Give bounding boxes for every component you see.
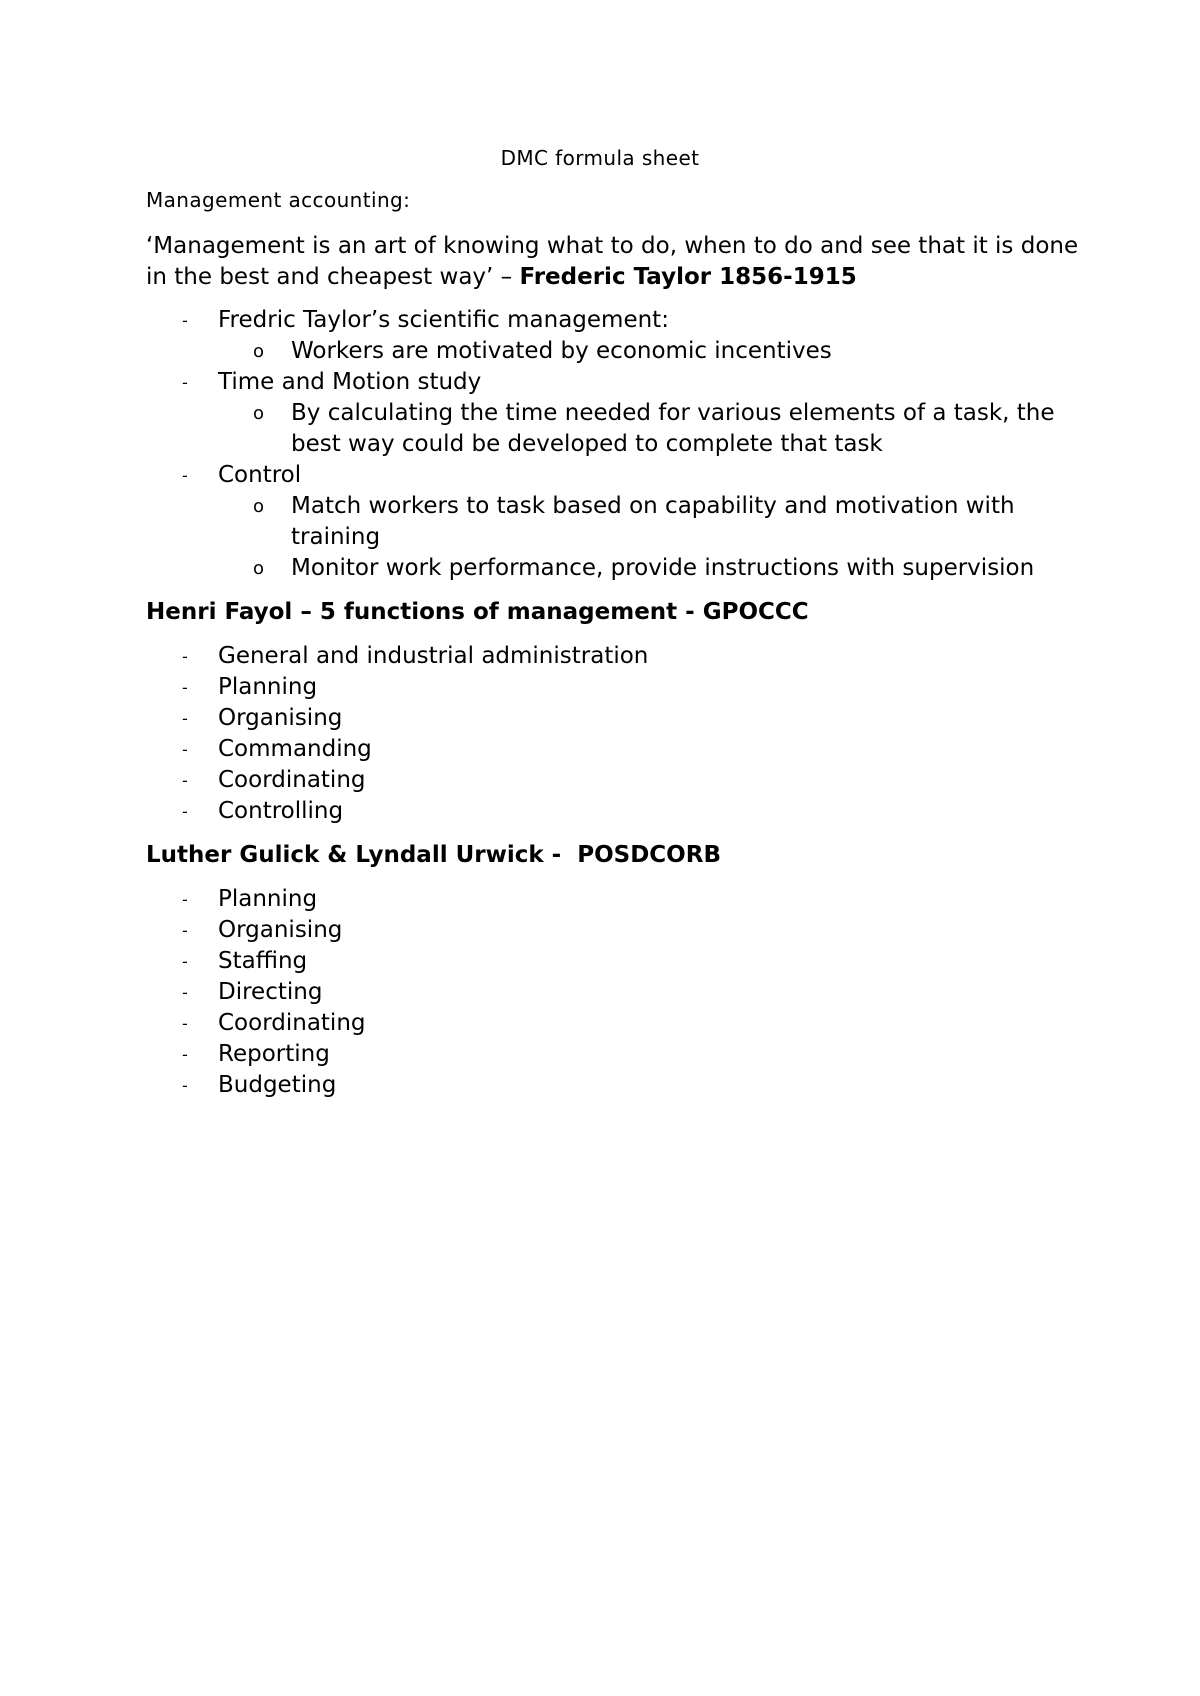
list-item-text: Organising xyxy=(218,705,343,731)
dash-marker: - xyxy=(182,647,188,666)
dash-marker: - xyxy=(182,373,188,392)
list-item-text: Controlling xyxy=(218,798,344,824)
dash-marker: - xyxy=(182,466,188,485)
sub-list-item-text: Match workers to task based on capability and motivation with training xyxy=(291,493,1015,550)
list-item xyxy=(146,641,1086,672)
circle-bullet-marker: o xyxy=(253,403,265,424)
list-item-label: Fredric Taylor’s scientific management: xyxy=(218,307,669,333)
list-item xyxy=(146,672,1086,703)
list-item-label: Control xyxy=(218,462,302,488)
list-item xyxy=(146,915,1086,946)
list-item xyxy=(146,796,1086,827)
dash-marker: - xyxy=(182,1014,188,1033)
list-item xyxy=(146,946,1086,977)
fayol-heading: Henri Fayol – 5 functions of management - GPOCCC xyxy=(146,599,809,625)
list-item xyxy=(146,1008,1086,1039)
list-item-text: Planning xyxy=(218,886,318,912)
quote-text: ‘Management is an art of knowing what to do, when to do and see that it is done in the best and cheapest way’ – xyxy=(146,233,1079,290)
list-item xyxy=(146,734,1086,765)
list-item-text: Budgeting xyxy=(218,1072,337,1098)
list-item xyxy=(146,1070,1086,1101)
dash-marker: - xyxy=(182,709,188,728)
sub-list-item xyxy=(218,553,1086,584)
sub-list xyxy=(218,336,1086,367)
quote-attribution: Frederic Taylor 1856-1915 xyxy=(519,264,857,290)
circle-bullet-marker: o xyxy=(253,558,265,579)
list-item xyxy=(146,305,1086,367)
list-item-text: General and industrial administration xyxy=(218,643,649,669)
dash-marker: - xyxy=(182,678,188,697)
fayol-list xyxy=(146,641,1086,827)
taylor-list xyxy=(146,305,1086,584)
list-item xyxy=(146,460,1086,584)
gulick-urwick-heading: Luther Gulick & Lyndall Urwick - POSDCORB xyxy=(146,842,721,868)
list-item-text: Commanding xyxy=(218,736,372,762)
list-item-text: Planning xyxy=(218,674,318,700)
circle-bullet-marker: o xyxy=(253,496,265,517)
list-item-text: Coordinating xyxy=(218,767,366,793)
document-title: DMC formula sheet xyxy=(500,146,700,170)
list-item-label: Time and Motion study xyxy=(218,369,482,395)
list-item xyxy=(146,765,1086,796)
sub-list-item-text: Workers are motivated by economic incentives xyxy=(291,338,832,364)
sub-list-item xyxy=(218,398,1086,460)
circle-bullet-marker: o xyxy=(253,341,265,362)
management-accounting-heading: Management accounting: xyxy=(146,188,411,212)
dash-marker: - xyxy=(182,740,188,759)
taylor-quote xyxy=(146,231,1086,293)
dash-marker: - xyxy=(182,311,188,330)
list-item-text: Reporting xyxy=(218,1041,330,1067)
list-item-text: Coordinating xyxy=(218,1010,366,1036)
dash-marker: - xyxy=(182,802,188,821)
sub-list xyxy=(218,398,1086,460)
sub-list-item-text: Monitor work performance, provide instructions with supervision xyxy=(291,555,1035,581)
sub-list-item xyxy=(218,336,1086,367)
list-item xyxy=(146,1039,1086,1070)
dash-marker: - xyxy=(182,890,188,909)
dash-marker: - xyxy=(182,952,188,971)
dash-marker: - xyxy=(182,1076,188,1095)
list-item-text: Organising xyxy=(218,917,343,943)
posdcorb-list xyxy=(146,884,1086,1101)
list-item xyxy=(146,977,1086,1008)
sub-list-item-text: By calculating the time needed for various elements of a task, the best way could be developed to complete that task xyxy=(291,400,1055,457)
sub-list xyxy=(218,491,1086,584)
dash-marker: - xyxy=(182,983,188,1002)
list-item-text: Directing xyxy=(218,979,323,1005)
list-item xyxy=(146,367,1086,460)
dash-marker: - xyxy=(182,921,188,940)
dash-marker: - xyxy=(182,1045,188,1064)
list-item-text: Staffing xyxy=(218,948,308,974)
list-item xyxy=(146,884,1086,915)
dash-marker: - xyxy=(182,771,188,790)
document-body xyxy=(146,188,1086,1101)
list-item xyxy=(146,703,1086,734)
sub-list-item xyxy=(218,491,1086,553)
